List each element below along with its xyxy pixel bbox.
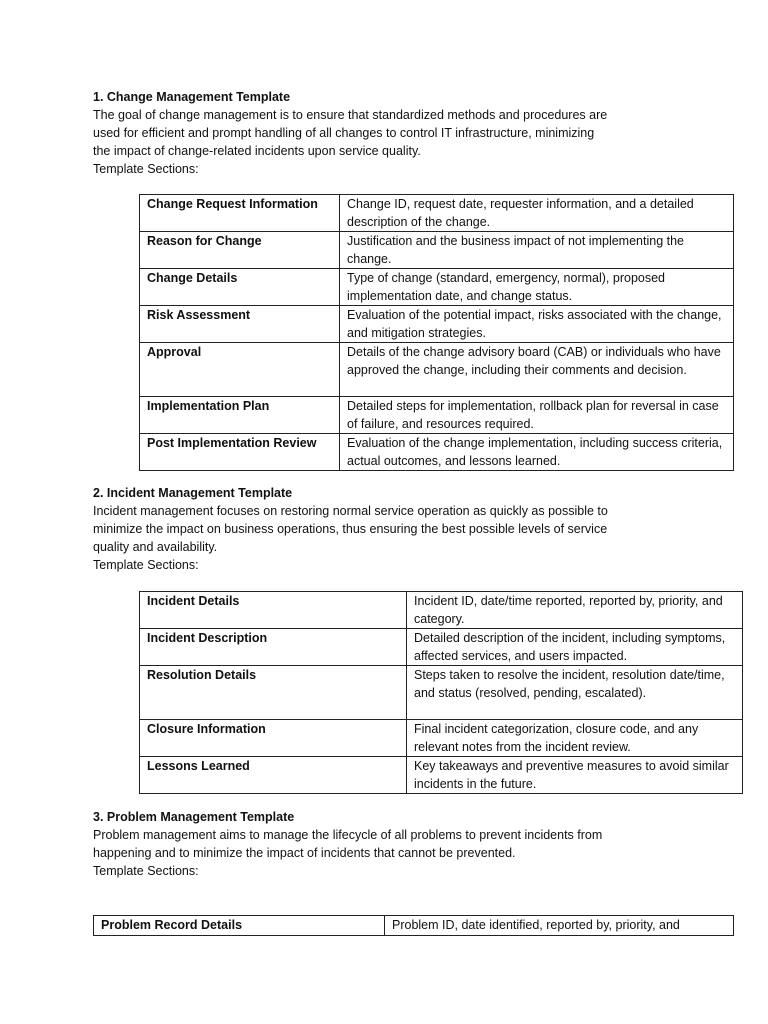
row-key: Incident Description xyxy=(140,629,407,666)
paragraph-line: used for efficient and prompt handling of all changes to control IT infrastructure, minimizing xyxy=(93,126,595,140)
table-row xyxy=(140,666,743,720)
table-row xyxy=(140,592,743,629)
table-row xyxy=(140,306,734,343)
row-value: Incident ID, date/time reported, reported by, priority, and category. xyxy=(407,592,743,629)
subheading: Template Sections: xyxy=(93,864,199,878)
row-value: Details of the change advisory board (CAB) or individuals who have approved the change, including their comments and decision. xyxy=(340,343,734,397)
section-heading: 1. Change Management Template xyxy=(93,90,291,104)
problem-management-table xyxy=(93,915,734,936)
subheading: Template Sections: xyxy=(93,558,199,572)
row-key: Resolution Details xyxy=(140,666,407,720)
paragraph-line: minimize the impact on business operations, thus ensuring the best possible levels of service xyxy=(93,522,608,536)
paragraph-line: the impact of change-related incidents upon service quality. xyxy=(93,144,421,158)
table-row xyxy=(140,397,734,434)
row-value: Steps taken to resolve the incident, resolution date/time, and status (resolved, pending, escalated). xyxy=(407,666,743,720)
row-key: Incident Details xyxy=(140,592,407,629)
table-row xyxy=(140,434,734,471)
section-heading: 3. Problem Management Template xyxy=(93,810,295,824)
row-key: Closure Information xyxy=(140,720,407,757)
row-key: Lessons Learned xyxy=(140,757,407,794)
row-key: Implementation Plan xyxy=(140,397,340,434)
table-row xyxy=(140,232,734,269)
row-value: Key takeaways and preventive measures to avoid similar incidents in the future. xyxy=(407,757,743,794)
row-key: Post Implementation Review xyxy=(140,434,340,471)
section-change-management xyxy=(93,88,713,178)
subheading: Template Sections: xyxy=(93,162,199,176)
row-key: Approval xyxy=(140,343,340,397)
row-value: Evaluation of the potential impact, risks associated with the change, and mitigation strategies. xyxy=(340,306,734,343)
paragraph-line: Problem management aims to manage the lifecycle of all problems to prevent incidents from xyxy=(93,828,603,842)
row-value: Final incident categorization, closure code, and any relevant notes from the incident review. xyxy=(407,720,743,757)
paragraph-line: The goal of change management is to ensure that standardized methods and procedures are xyxy=(93,108,608,122)
row-value: Detailed description of the incident, including symptoms, affected services, and users impacted. xyxy=(407,629,743,666)
row-value: Justification and the business impact of not implementing the change. xyxy=(340,232,734,269)
incident-management-table xyxy=(139,591,743,794)
row-key: Risk Assessment xyxy=(140,306,340,343)
table-row xyxy=(140,269,734,306)
paragraph-line: Incident management focuses on restoring normal service operation as quickly as possible to xyxy=(93,504,608,518)
row-key: Change Request Information xyxy=(140,195,340,232)
row-value: Detailed steps for implementation, rollback plan for reversal in case of failure, and resources required. xyxy=(340,397,734,434)
row-key: Problem Record Details xyxy=(94,916,385,936)
paragraph-line: happening and to minimize the impact of incidents that cannot be prevented. xyxy=(93,846,516,860)
row-value: Change ID, request date, requester information, and a detailed description of the change. xyxy=(340,195,734,232)
row-value: Type of change (standard, emergency, normal), proposed implementation date, and change status. xyxy=(340,269,734,306)
table-row xyxy=(94,916,734,936)
section-problem-management xyxy=(93,808,713,880)
row-key: Reason for Change xyxy=(140,232,340,269)
table-row xyxy=(140,757,743,794)
section-heading: 2. Incident Management Template xyxy=(93,486,293,500)
row-value: Evaluation of the change implementation, including success criteria, actual outcomes, and lessons learned. xyxy=(340,434,734,471)
row-value: Problem ID, date identified, reported by, priority, and xyxy=(385,916,734,936)
section-incident-management xyxy=(93,484,713,574)
change-management-table xyxy=(139,194,734,471)
table-row xyxy=(140,720,743,757)
table-row xyxy=(140,629,743,666)
row-key: Change Details xyxy=(140,269,340,306)
paragraph-line: quality and availability. xyxy=(93,540,218,554)
table-row xyxy=(140,195,734,232)
table-row xyxy=(140,343,734,397)
